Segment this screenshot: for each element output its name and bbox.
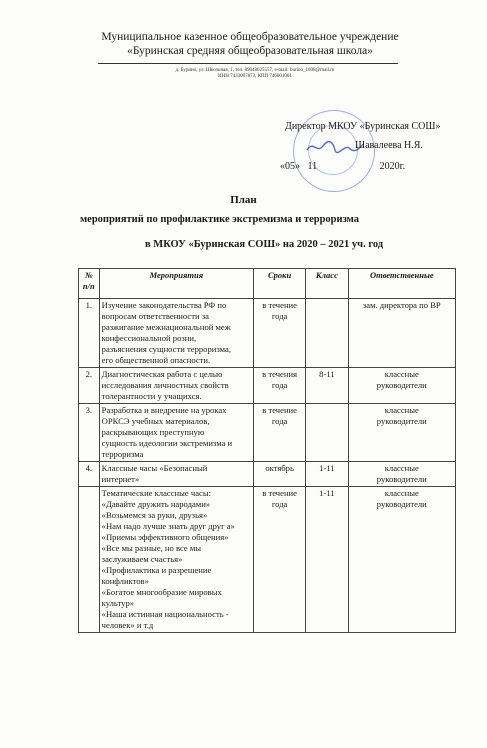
approval-date xyxy=(280,160,450,173)
row-class xyxy=(306,299,348,368)
header-resp: Ответственные xyxy=(348,269,455,299)
event-line: «Богатое многообразие мировых xyxy=(101,587,222,597)
row-event xyxy=(99,462,253,487)
event-line: интернет» xyxy=(101,474,140,484)
organization-header xyxy=(70,30,430,58)
row-responsible xyxy=(348,487,455,633)
header-divider xyxy=(98,63,398,64)
date-line: октябрь xyxy=(265,463,294,473)
header-date: Сроки xyxy=(254,269,306,299)
event-line: конфликтов» xyxy=(101,576,149,586)
event-line: культур» xyxy=(101,598,135,608)
responsible-line: классные xyxy=(384,488,419,498)
row-responsible xyxy=(348,404,455,462)
date-quote-close: » xyxy=(295,161,300,172)
date-line: года xyxy=(271,380,288,390)
date-line: года xyxy=(271,311,288,321)
event-line: толерантности у учащихся. xyxy=(101,391,202,401)
org-name-line1: Муниципальное казенное общеобразовательное учреждение xyxy=(101,31,399,43)
date-line: года xyxy=(271,416,288,426)
date-day: 05 xyxy=(285,161,295,172)
date-line: в течение xyxy=(262,300,297,310)
row-class: 8-11 xyxy=(306,368,348,404)
event-line: ОРКСЭ учебных материалов, xyxy=(101,416,210,426)
row-event xyxy=(99,487,253,633)
header-num: № п/п xyxy=(79,269,100,299)
approval-block xyxy=(280,120,450,173)
row-class: 1-11 xyxy=(306,487,348,633)
date-line: года xyxy=(271,499,288,509)
event-line: Тематические классные часы: xyxy=(101,488,211,498)
responsible-line: классные xyxy=(384,463,419,473)
row-date xyxy=(254,404,306,462)
event-line: «Все мы разные, но все мы xyxy=(101,543,202,553)
address-line1: д. Бурино, ул. Школьная, 1, тел. 89048025557, e-mail: burino_1608@mail.ru xyxy=(175,68,335,73)
row-number: 3. xyxy=(79,404,100,462)
event-line: человек» и т.д xyxy=(101,620,154,630)
responsible-line: руководители xyxy=(376,380,427,390)
table-row xyxy=(79,368,456,404)
event-line: исследования личностных свойств xyxy=(101,380,229,390)
event-line: Разработка и внедрение на уроках xyxy=(101,405,227,415)
event-line: терроризма xyxy=(101,449,144,459)
row-number xyxy=(79,487,100,633)
date-line: в течение xyxy=(262,405,297,415)
org-name-line2: «Буринская средняя общеобразовательная школа» xyxy=(127,45,373,57)
responsible-line: классные xyxy=(384,369,419,379)
table-header-row xyxy=(79,269,456,299)
event-line: «Наша истинная национальность - xyxy=(101,609,229,619)
date-quote-open: « xyxy=(280,161,285,172)
date-line: в течение xyxy=(262,488,297,498)
document-title: План xyxy=(230,194,257,206)
event-line: конфессиональной розни, xyxy=(101,333,197,343)
row-class xyxy=(306,404,348,462)
event-line: вопросам ответственности за xyxy=(101,311,209,321)
responsible-line: зам. директора по ВР xyxy=(362,300,441,310)
date-month: 11 xyxy=(307,161,318,172)
row-event xyxy=(99,299,253,368)
row-event xyxy=(99,368,253,404)
event-line: «Приемы эффективного общения» xyxy=(101,532,229,542)
row-responsible xyxy=(348,462,455,487)
row-responsible xyxy=(348,299,455,368)
table-row xyxy=(79,487,456,633)
event-line: «Возьмемся за руки, друзья» xyxy=(101,510,208,520)
row-date xyxy=(254,368,306,404)
event-line: разжигание межнациональной меж xyxy=(101,322,231,332)
activities-table xyxy=(78,268,456,633)
date-line: в течения xyxy=(262,369,298,379)
event-line: «Профилактика и разрешение xyxy=(101,565,212,575)
row-number: 1. xyxy=(79,299,100,368)
event-line: сущность идеологии экстремизма и xyxy=(101,438,233,448)
row-date xyxy=(254,462,306,487)
date-year: 2020г. xyxy=(379,161,406,172)
row-date xyxy=(254,487,306,633)
row-event xyxy=(99,404,253,462)
document-subtitle-line2: в МКОУ «Буринская СОШ» на 2020 – 2021 уч. год xyxy=(145,239,384,250)
director-position: Директор МКОУ «Буринская СОШ» xyxy=(285,121,441,132)
responsible-line: классные xyxy=(384,405,419,415)
event-line: Классные часы «Безопасный xyxy=(101,463,208,473)
event-line: заслуживаем счастья» xyxy=(101,554,183,564)
row-responsible xyxy=(348,368,455,404)
table-row xyxy=(79,404,456,462)
event-line: Диагностическая работа с целью xyxy=(101,369,223,379)
responsible-line: руководители xyxy=(376,416,427,426)
organization-address xyxy=(130,68,380,80)
event-line: его общественной опасности. xyxy=(101,355,211,365)
document-subtitle-line1: мероприятий по профилактике экстремизма и терроризма xyxy=(80,214,359,225)
event-line: «Давайте дружить народами» xyxy=(101,499,211,509)
responsible-line: руководители xyxy=(376,499,427,509)
row-number: 4. xyxy=(79,462,100,487)
event-line: раскрывающих преступную xyxy=(101,427,205,437)
address-line2: ИНН 7433007873, КПП 746001001 xyxy=(218,74,292,79)
header-class: Класс xyxy=(306,269,348,299)
event-line: разъяснения сущности терроризма, xyxy=(101,344,231,354)
table-row xyxy=(79,299,456,368)
header-event: Мероприятия xyxy=(99,269,253,299)
table-row xyxy=(79,462,456,487)
event-line: «Нам надо лучше знать друг друг а» xyxy=(101,521,235,531)
row-date xyxy=(254,299,306,368)
director-name: Шавалеева Н.Я. xyxy=(355,140,423,151)
row-class: 1-11 xyxy=(306,462,348,487)
responsible-line: руководители xyxy=(376,474,427,484)
event-line: Изучение законодательства РФ по xyxy=(101,300,227,310)
row-number: 2. xyxy=(79,368,100,404)
